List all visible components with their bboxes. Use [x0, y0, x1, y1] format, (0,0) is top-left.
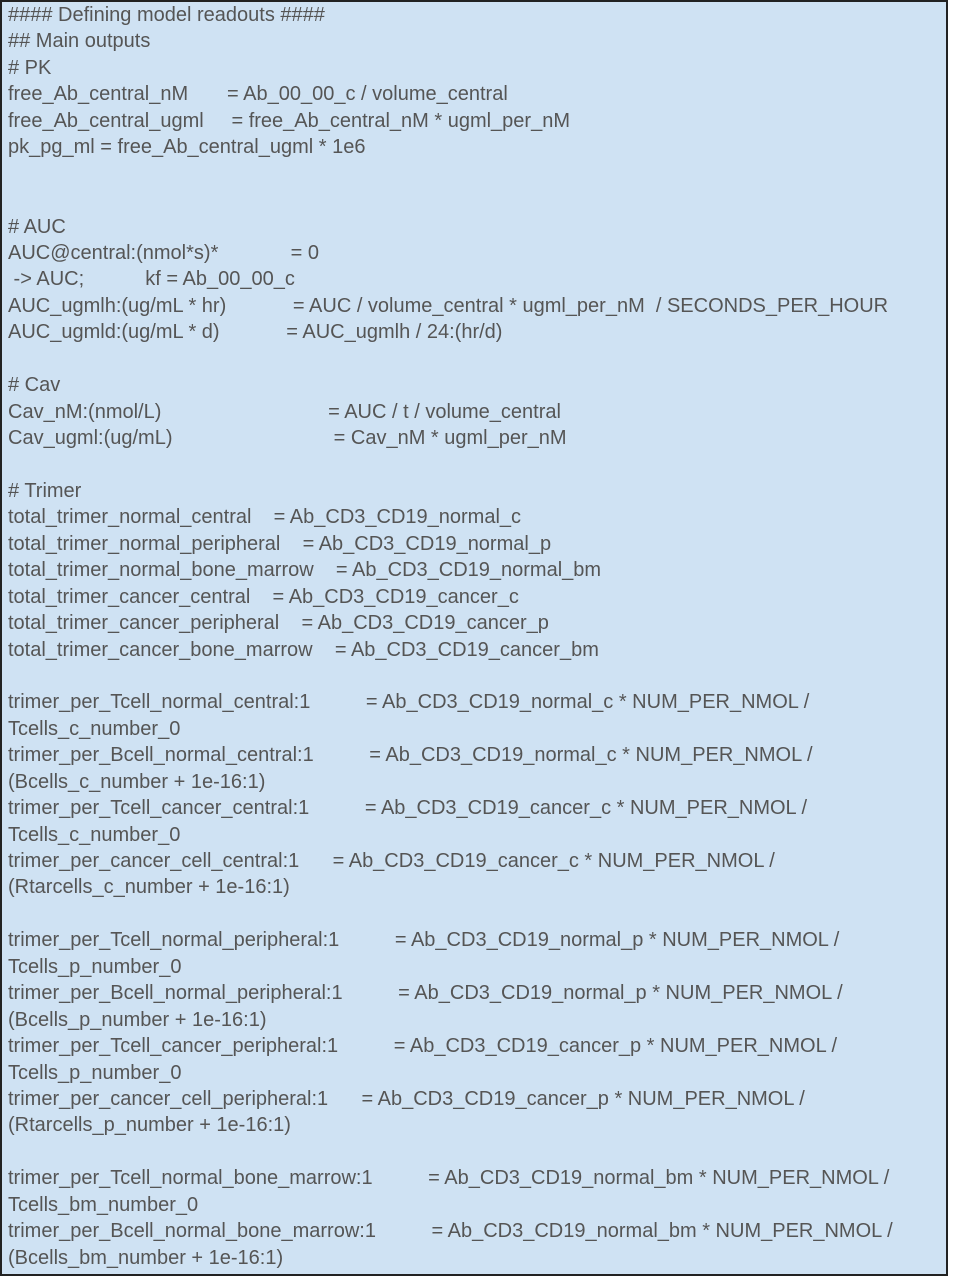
code-line — [8, 1139, 946, 1165]
code-line: (Bcells_c_number + 1e-16:1) — [8, 770, 266, 793]
code-line: #### Defining model readouts #### — [8, 4, 325, 26]
code-line: Tcells_c_number_0 — [8, 717, 181, 740]
code-line: trimer_per_Tcell_cancer_central:1 = Ab_CD3_CD19_cancer_c * NUM_PER_NMOL / — [8, 797, 808, 820]
code-line: total_trimer_cancer_central = Ab_CD3_CD19_cancer_c — [8, 585, 519, 608]
code-line: AUC_ugmld:(ug/mL * d) = AUC_ugmlh / 24:(hr/d) — [8, 321, 503, 344]
code-line: # PK — [8, 56, 52, 79]
code-line — [8, 161, 946, 187]
code-line: trimer_per_cancer_cell_central:1 = Ab_CD3_CD19_cancer_c * NUM_PER_NMOL / — [8, 850, 775, 872]
code-line: total_trimer_normal_peripheral = Ab_CD3_CD19_normal_p — [8, 532, 552, 555]
code-line: Cav_ugml:(ug/mL) = Cav_nM * ugml_per_nM — [8, 427, 567, 449]
code-line — [8, 901, 946, 927]
code-line — [8, 346, 946, 372]
code-line: # AUC — [8, 215, 66, 238]
code-line: Tcells_bm_number_0 — [8, 1193, 199, 1216]
code-line: Tcells_c_number_0 — [8, 823, 181, 846]
code-line: (Bcells_p_number + 1e-16:1) — [8, 1008, 267, 1031]
code-line: (Rtarcells_c_number + 1e-16:1) — [8, 876, 290, 899]
code-line: # Cav — [8, 374, 61, 397]
code-line: AUC_ugmlh:(ug/mL * hr) = AUC / volume_central * ugml_per_nM / SECONDS_PER_HOUR — [8, 294, 889, 317]
code-line — [8, 451, 946, 477]
code-line: Tcells_p_number_0 — [8, 1061, 182, 1084]
code-line: total_trimer_normal_central = Ab_CD3_CD19_normal_c — [8, 506, 522, 529]
code-line: trimer_per_Tcell_normal_peripheral:1 = Ab_CD3_CD19_normal_p * NUM_PER_NMOL / — [8, 929, 840, 952]
code-line: trimer_per_Tcell_normal_central:1 = Ab_CD3_CD19_normal_c * NUM_PER_NMOL / — [8, 691, 810, 714]
code-line: AUC@central:(nmol*s)* = 0 — [8, 241, 319, 264]
code-line: trimer_per_Bcell_normal_peripheral:1 = Ab_CD3_CD19_normal_p * NUM_PER_NMOL / — [8, 982, 843, 1005]
code-block — [8, 2, 946, 1271]
code-line: trimer_per_cancer_cell_peripheral:1 = Ab_CD3_CD19_cancer_p * NUM_PER_NMOL / — [8, 1087, 805, 1110]
code-line: (Bcells_bm_number + 1e-16:1) — [8, 1246, 284, 1269]
code-line: trimer_per_Tcell_normal_bone_marrow:1 = Ab_CD3_CD19_normal_bm * NUM_PER_NMOL / — [8, 1167, 890, 1190]
code-line: trimer_per_Tcell_cancer_peripheral:1 = Ab_CD3_CD19_cancer_p * NUM_PER_NMOL / — [8, 1035, 838, 1058]
code-line: free_Ab_central_ugml = free_Ab_central_nM * ugml_per_nM — [8, 109, 570, 132]
code-line: total_trimer_cancer_bone_marrow = Ab_CD3_CD19_cancer_bm — [8, 638, 599, 661]
code-line: # Trimer — [8, 479, 82, 502]
code-line — [8, 187, 946, 213]
code-line: pk_pg_ml = free_Ab_central_ugml * 1e6 — [8, 136, 366, 159]
code-line: trimer_per_Bcell_normal_bone_marrow:1 = Ab_CD3_CD19_normal_bm * NUM_PER_NMOL / — [8, 1220, 893, 1243]
code-line — [8, 663, 946, 689]
code-line: ## Main outputs — [8, 30, 151, 53]
code-line: -> AUC; kf = Ab_00_00_c — [8, 268, 295, 291]
code-line: Cav_nM:(nmol/L) = AUC / t / volume_central — [8, 400, 561, 423]
code-line: free_Ab_central_nM = Ab_00_00_c / volume_central — [8, 83, 508, 106]
code-line: total_trimer_normal_bone_marrow = Ab_CD3_CD19_normal_bm — [8, 559, 602, 582]
code-line: (Rtarcells_p_number + 1e-16:1) — [8, 1114, 291, 1137]
code-line: trimer_per_Bcell_normal_central:1 = Ab_CD3_CD19_normal_c * NUM_PER_NMOL / — [8, 744, 813, 767]
code-line: Tcells_p_number_0 — [8, 955, 182, 978]
code-line: total_trimer_cancer_peripheral = Ab_CD3_CD19_cancer_p — [8, 612, 549, 635]
